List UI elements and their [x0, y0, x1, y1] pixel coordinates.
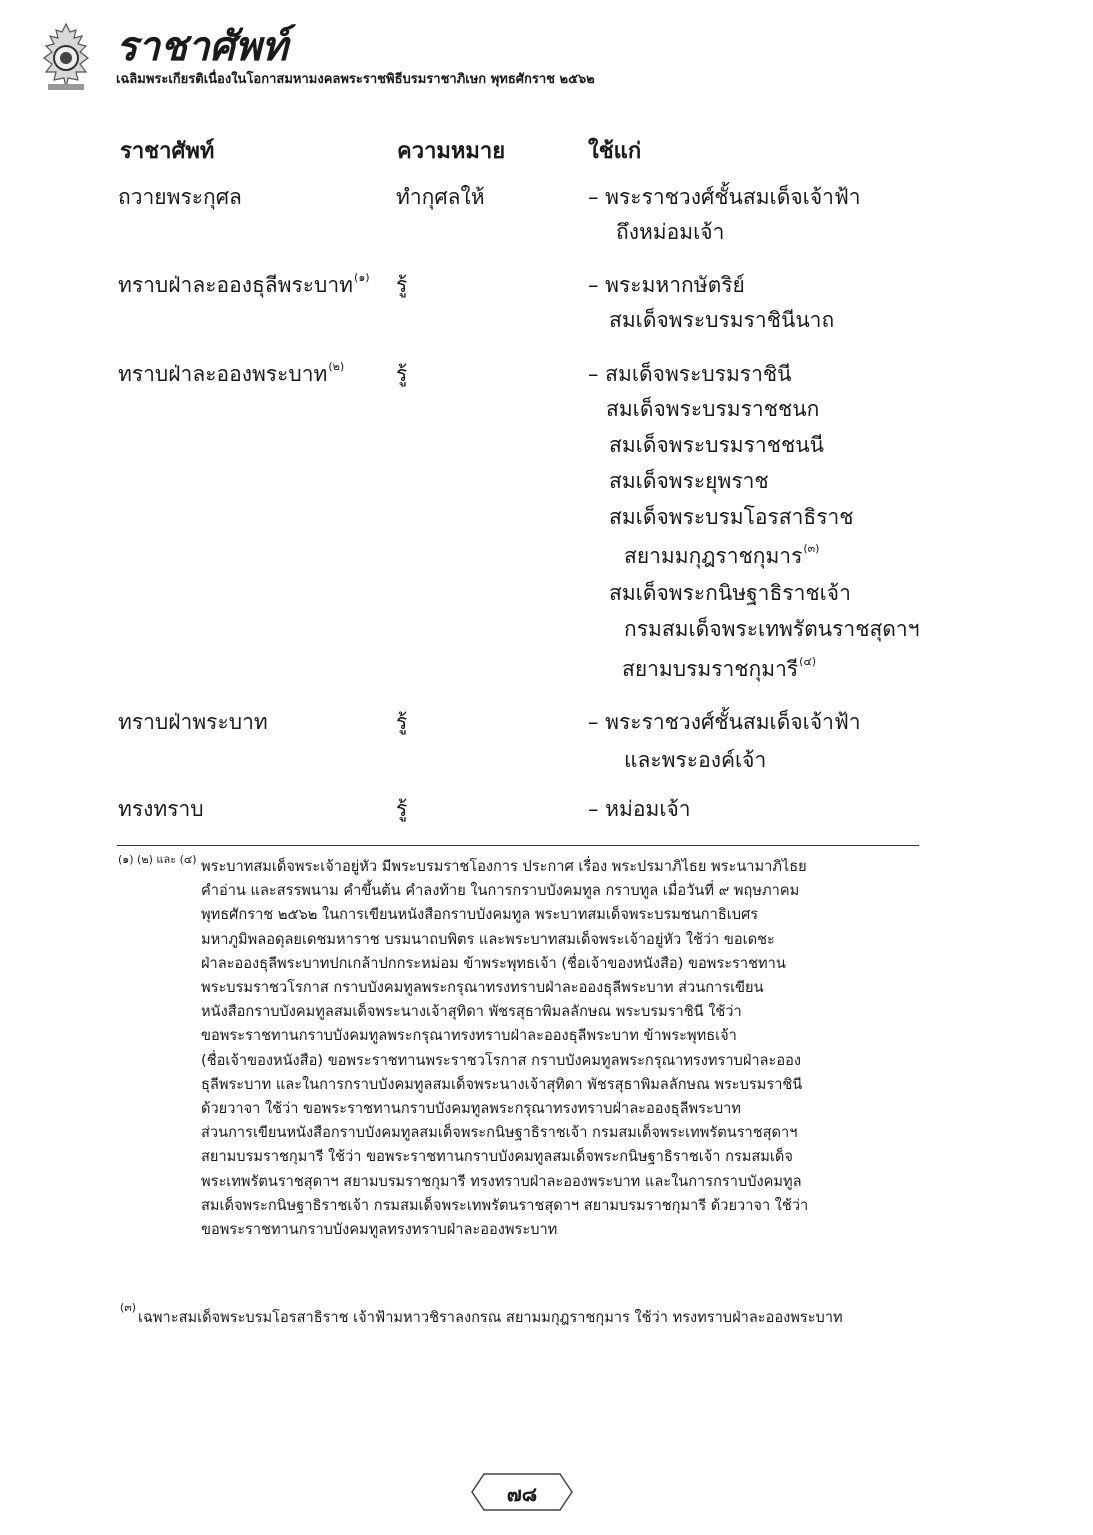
footnote-line: ธุลีพระบาท และในการกราบบังคมทูลสมเด็จพระนางเจ้าสุทิดา พัชรสุธาพิมลลักษณ พระบรมราชินี [201, 1075, 803, 1093]
footnote-ref: (๔) [799, 655, 817, 668]
usage-line: – พระราชวงศ์ชั้นสมเด็จเจ้าฟ้า [588, 185, 861, 209]
footnote-body [201, 855, 921, 1242]
usage-line: สมเด็จพระบรมราชินีนาถ [609, 308, 835, 332]
usage-line: ถึงหม่อมเจ้า [616, 220, 725, 244]
footnote-line: สมเด็จพระกนิษฐาธิราชเจ้า กรมสมเด็จพระเทพรัตนราชสุดาฯ สยามบรมราชกุมารี ด้วยวาจา ใช้ว่า [201, 1196, 809, 1214]
footnote-line: คำอ่าน และสรรพนาม คำขึ้นต้น คำลงท้าย ในการกราบบังคมทูล กราบทูล เมื่อวันที่ ๙ พฤษภาคม [201, 882, 800, 900]
header-title: ราชาศัพท์ [116, 24, 288, 70]
footnote-mark: (๓) [120, 1301, 137, 1314]
footnote-ref: (๓) [803, 542, 820, 555]
usage-line: สมเด็จพระบรมราชชนก [606, 397, 820, 421]
column-header-usage: ใช้แก่ [588, 139, 642, 164]
usage-line: สมเด็จพระบรมราชชนนี [609, 433, 824, 457]
footnote-line: ขอพระราชทานกราบบังคมทูลพระกรุณาทรงทราบฝ่าละอองธุลีพระบาท ข้าพระพุทธเจ้า [201, 1027, 737, 1045]
footnote-line: มหาภูมิพลอดุลยเดชมหาราช บรมนาถบพิตร และพระบาทสมเด็จพระเจ้าอยู่หัว ใช้ว่า ขอเดชะ [201, 930, 775, 948]
footnote-3-text: เฉพาะสมเด็จพระบรมโอรสาธิราช เจ้าฟ้ามหาวชิราลงกรณ สยามมกุฎราชกุมาร ใช้ว่า ทรงทราบฝ่าละอองพระบาท [138, 1309, 843, 1326]
footnote-line: สยามบรมราชกุมารี ใช้ว่า ขอพระราชทานกราบบังคมทูลสมเด็จพระกนิษฐาธิราชเจ้า กรมสมเด็จ [201, 1148, 793, 1166]
footnote-mark: (๑) (๒) และ (๔) [118, 853, 197, 866]
page-number: ๗๘ [506, 1482, 538, 1506]
footnote-line: พุทธศักราช ๒๕๖๒ ในการเขียนหนังสือกราบบังคมทูล พระบาทสมเด็จพระบรมชนกาธิเบศร [201, 906, 759, 924]
usage-line: – สมเด็จพระบรมราชินี [588, 362, 792, 386]
usage-line: และพระองค์เจ้า [624, 748, 767, 772]
footnote-ref: (๑) [354, 271, 370, 284]
footnote-line: พระเทพรัตนราชสุดาฯ สยามบรมราชกุมารี ทรงทราบฝ่าละอองพระบาท และในการกราบบังคมทูล [201, 1172, 802, 1190]
meaning-cell: รู้ [396, 273, 408, 297]
royal-emblem-icon [30, 22, 102, 94]
usage-line: สมเด็จพระบรมโอรสาธิราช [609, 505, 854, 529]
column-header-term: ราชาศัพท์ [120, 139, 215, 164]
meaning-cell: รู้ [396, 362, 408, 386]
footnote-line: พระบรมราชวโรกาส กราบบังคมทูลพระกรุณาทรงทราบฝ่าละอองธุลีพระบาท ส่วนการเขียน [201, 979, 764, 997]
footnote-ref: (๒) [328, 360, 345, 373]
footnote-line: ด้วยวาจา ใช้ว่า ขอพระราชทานกราบบังคมทูลพระกรุณาทรงทราบฝ่าละอองธุลีพระบาท [201, 1100, 741, 1118]
footnote-line: ขอพระราชทานกราบบังคมทูลทรงทราบฝ่าละอองพระบาท [201, 1221, 558, 1239]
usage-line: กรมสมเด็จพระเทพรัตนราชสุดาฯ [624, 617, 920, 641]
footnote-divider [117, 845, 919, 846]
term-cell: ทราบฝ่าละอองพระบาท$^{(๒)}$ [118, 360, 345, 386]
usage-line: – พระราชวงศ์ชั้นสมเด็จเจ้าฟ้า [588, 710, 861, 734]
footnote-line: ส่วนการเขียนหนังสือกราบบังคมทูลสมเด็จพระกนิษฐาธิราชเจ้า กรมสมเด็จพระเทพรัตนราชสุดาฯ [201, 1124, 798, 1142]
usage-line: สมเด็จพระยุพราช [609, 469, 769, 493]
usage-line: – พระมหากษัตริย์ [588, 273, 745, 297]
usage-line: – หม่อมเจ้า [588, 797, 691, 821]
footnote-line: หนังสือกราบบังคมทูลสมเด็จพระนางเจ้าสุทิดา พัชรสุธาพิมลลักษณ พระบรมราชินี ใช้ว่า [201, 1003, 742, 1021]
term-cell: ทราบฝ่าพระบาท [118, 710, 268, 734]
header-subtitle: เฉลิมพระเกียรติเนื่องในโอกาสมหามงคลพระราชพิธีบรมราชาภิเษก พุทธศักราช ๒๕๖๒ [116, 72, 595, 87]
usage-line: สยามมกุฎราชกุมาร$^{(๓)}$ [624, 542, 820, 568]
usage-line: สมเด็จพระกนิษฐาธิราชเจ้า [609, 581, 851, 605]
footnote-line: ฝ่าละอองธุลีพระบาทปกเกล้าปกกระหม่อม ข้าพระพุทธเจ้า (ชื่อเจ้าของหนังสือ) ขอพระราชทาน [201, 954, 786, 972]
term-cell: ทราบฝ่าละอองธุลีพระบาท$^{(๑)}$ [118, 271, 370, 297]
usage-line: สยามบรมราชกุมารี$^{(๔)}$ [622, 655, 817, 681]
meaning-cell: รู้ [396, 710, 408, 734]
footnote-line: พระบาทสมเด็จพระเจ้าอยู่หัว มีพระบรมราชโองการ ประกาศ เรื่อง พระปรมาภิไธย พระนามาภิไธย [201, 858, 807, 875]
column-header-meaning: ความหมาย [397, 139, 506, 164]
term-cell: ถวายพระกุศล [118, 185, 242, 209]
meaning-cell: ทำกุศลให้ [396, 185, 485, 209]
footnote-line: (ชื่อเจ้าของหนังสือ) ขอพระราชทานพระราชวโรกาส กราบบังคมทูลพระกรุณาทรงทราบฝ่าละออง [201, 1051, 801, 1069]
meaning-cell: รู้ [396, 797, 408, 821]
term-cell: ทรงทราบ [118, 797, 204, 821]
